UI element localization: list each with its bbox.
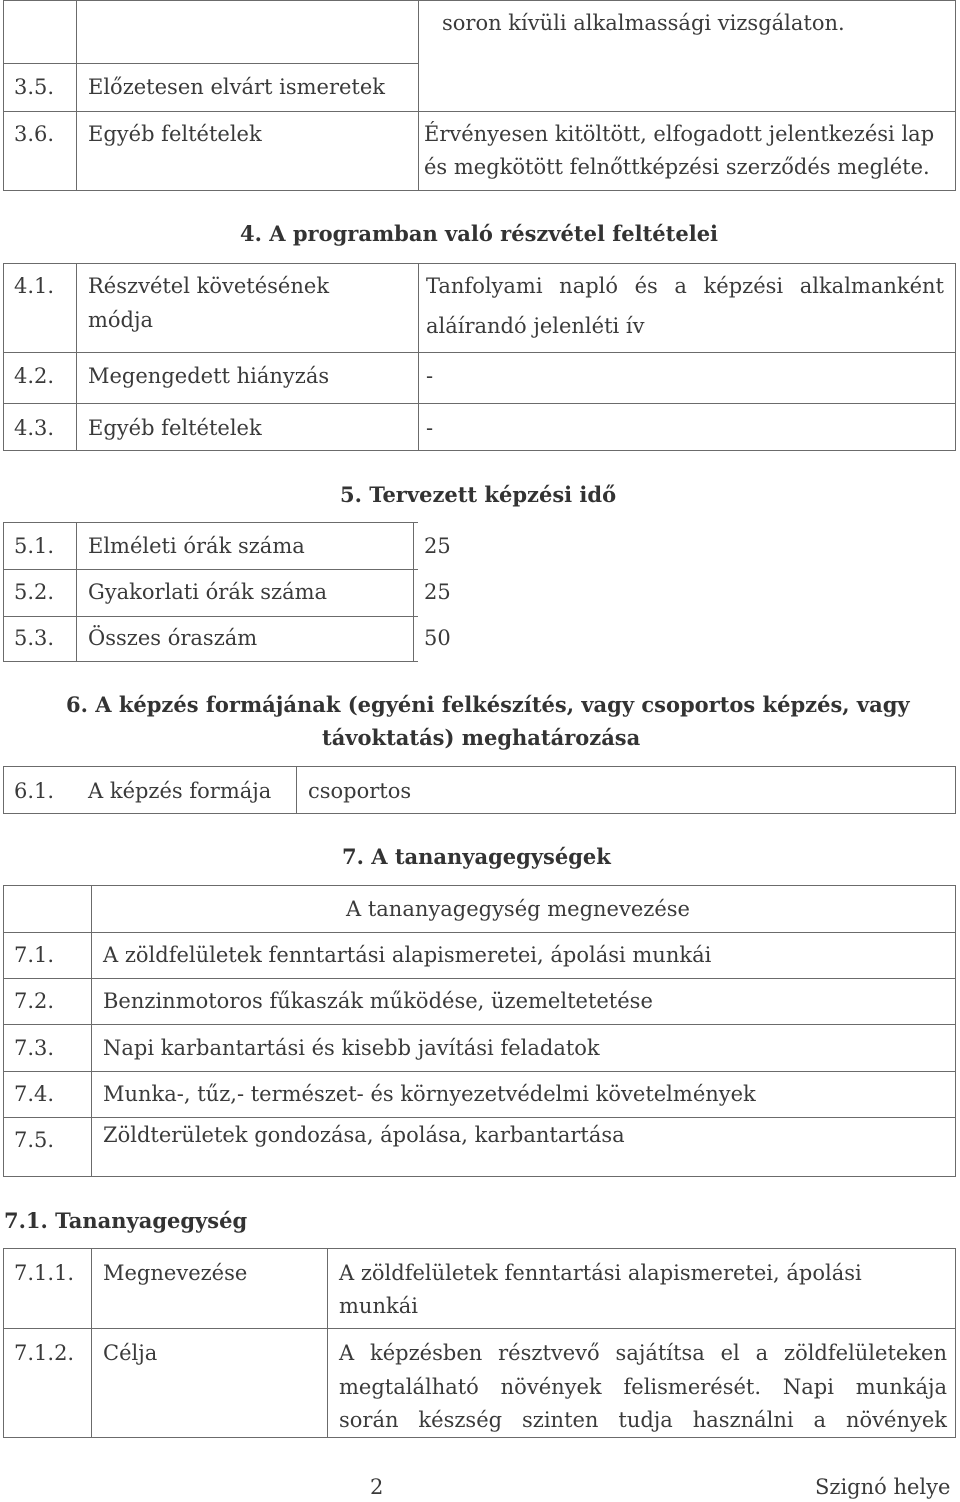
unit-7-1-name: A zöldfelületek fenntartási alapismeretei, ápolási munkái [103, 943, 712, 967]
unit-7-3-number: 7.3. [14, 1036, 55, 1060]
page-number: 2 [370, 1475, 384, 1499]
section-4-heading: 4. A programban való részvétel feltételei [240, 221, 719, 246]
section-7-1-heading: 7.1. Tananyagegység [4, 1208, 248, 1233]
row-3-5-label: Előzetesen elvárt ismeretek [88, 75, 386, 99]
row-6-1-label: A képzés formája [88, 779, 272, 803]
section-6-heading-line-1: 6. A képzés formájának (egyéni felkészítés, vagy csoportos képzés, vagy [66, 692, 910, 717]
row-4-2-number: 4.2. [14, 364, 55, 388]
row-3-6-value-line-2: és megkötött felnőttképzési szerződés megléte. [424, 155, 930, 179]
section-5-heading: 5. Tervezett képzési idő [340, 482, 617, 507]
prev-row-value: soron kívüli alkalmassági vizsgálaton. [442, 11, 845, 35]
row-3-5-number: 3.5. [14, 75, 55, 99]
unit-7-1-number: 7.1. [14, 943, 55, 967]
row-7-1-1-label: Megnevezése [103, 1261, 248, 1285]
section-6-heading-line-2: távoktatás) meghatározása [322, 725, 641, 750]
section-7-heading: 7. A tananyagegységek [342, 844, 611, 869]
row-5-2-label: Gyakorlati órák száma [88, 580, 328, 604]
row-5-3-value: 50 [424, 626, 451, 650]
row-7-1-2-value-line-2: megtalálható növények felismerését. Napi munkája [339, 1375, 947, 1399]
row-3-6-number: 3.6. [14, 122, 55, 146]
row-7-1-1-number: 7.1.1. [14, 1261, 75, 1285]
unit-7-3-name: Napi karbantartási és kisebb javítási feladatok [103, 1036, 600, 1060]
row-4-1-label-line-1: Részvétel követésének [88, 274, 330, 298]
row-4-2-label: Megengedett hiányzás [88, 364, 330, 388]
row-5-3-number: 5.3. [14, 626, 55, 650]
row-5-2-value: 25 [424, 580, 451, 604]
unit-7-4-number: 7.4. [14, 1082, 55, 1106]
row-7-1-2-value-line-1: A képzésben résztvevő sajátítsa el a zöldfelületeken [339, 1341, 947, 1365]
unit-7-2-number: 7.2. [14, 989, 55, 1013]
row-4-1-number: 4.1. [14, 274, 55, 298]
row-4-2-value: - [426, 364, 434, 388]
row-7-1-2-number: 7.1.2. [14, 1341, 75, 1365]
row-4-1-label-line-2: módja [88, 308, 154, 332]
table-column-header: A tananyagegység megnevezése [346, 897, 690, 921]
row-4-3-label: Egyéb feltételek [88, 416, 262, 440]
row-3-6-label: Egyéb feltételek [88, 122, 262, 146]
row-5-1-label: Elméleti órák száma [88, 534, 305, 558]
unit-7-2-name: Benzinmotoros fűkaszák működése, üzemeltetetése [103, 989, 653, 1013]
row-7-1-1-value-line-2: munkái [339, 1294, 418, 1318]
row-5-1-number: 5.1. [14, 534, 55, 558]
row-6-1-number: 6.1. [14, 779, 55, 803]
row-5-3-label: Összes óraszám [88, 626, 258, 650]
row-6-1-value: csoportos [308, 779, 412, 803]
row-7-1-2-label: Célja [103, 1341, 158, 1365]
signature-placeholder: Szignó helye [815, 1475, 951, 1499]
unit-7-5-number: 7.5. [14, 1128, 55, 1152]
row-3-6-value-line-1: Érvényesen kitöltött, elfogadott jelentkezési lap [424, 122, 935, 146]
row-4-1-value-line-1: Tanfolyami napló és a képzési alkalmanként [426, 274, 944, 298]
row-5-1-value: 25 [424, 534, 451, 558]
unit-7-4-name: Munka-, tűz,- természet- és környezetvédelmi követelmények [103, 1082, 756, 1106]
row-4-3-number: 4.3. [14, 416, 55, 440]
row-4-1-value-line-2: aláírandó jelenléti ív [426, 314, 645, 338]
row-5-2-number: 5.2. [14, 580, 55, 604]
unit-7-5-name: Zöldterületek gondozása, ápolása, karbantartása [103, 1123, 625, 1147]
row-4-3-value: - [426, 416, 434, 440]
row-7-1-2-value-line-3: során készség szinten tudja használni a növények [339, 1408, 947, 1432]
row-7-1-1-value-line-1: A zöldfelületek fenntartási alapismeretei, ápolási [339, 1261, 862, 1285]
